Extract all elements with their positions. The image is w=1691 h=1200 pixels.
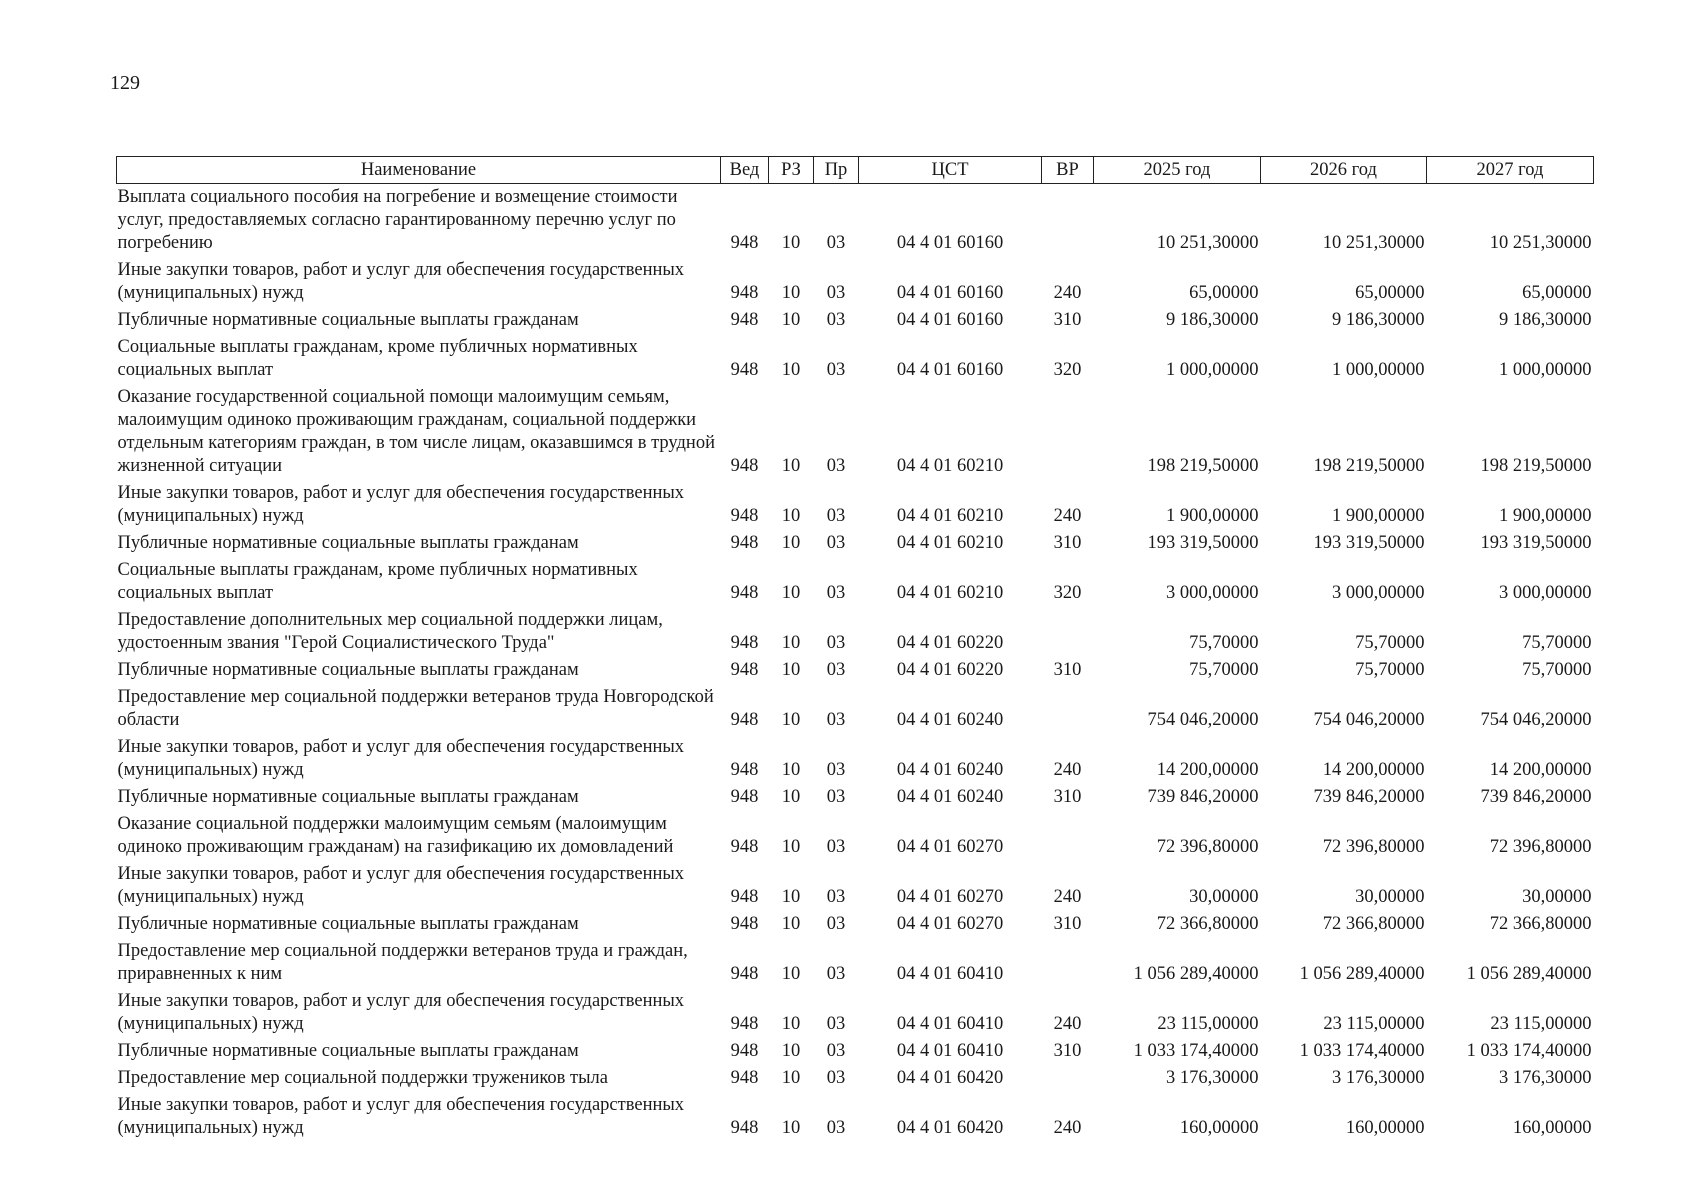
row-ved-cell: 948 bbox=[730, 456, 759, 476]
table-row bbox=[117, 684, 1594, 734]
header-name: Наименование bbox=[117, 157, 721, 184]
table-row bbox=[117, 911, 1594, 938]
budget-table bbox=[116, 156, 1594, 1142]
row-ved-cell: 948 bbox=[730, 837, 759, 857]
table-row bbox=[117, 557, 1594, 607]
row-2026-cell: 72 396,80000 bbox=[1322, 837, 1425, 857]
row-rz-cell: 10 bbox=[781, 583, 801, 603]
row-2027-cell: 754 046,20000 bbox=[1480, 710, 1592, 730]
header-pr: Пр bbox=[814, 157, 859, 184]
row-2025-cell: 72 396,80000 bbox=[1156, 837, 1259, 857]
row-cst-cell: 04 4 01 60210 bbox=[896, 533, 1004, 553]
row-ved-cell: 948 bbox=[730, 1118, 759, 1138]
row-ved-cell: 948 bbox=[730, 914, 759, 934]
row-rz-cell: 10 bbox=[781, 914, 801, 934]
row-2025-cell: 3 000,00000 bbox=[1166, 583, 1259, 603]
row-2025-cell: 75,70000 bbox=[1189, 633, 1259, 653]
row-cst-cell: 04 4 01 60270 bbox=[896, 837, 1004, 857]
row-ved-cell: 948 bbox=[730, 360, 759, 380]
row-2026-cell: 75,70000 bbox=[1355, 660, 1425, 680]
table-row bbox=[117, 307, 1594, 334]
row-vr-cell: 240 bbox=[1053, 887, 1082, 907]
header-rz: РЗ bbox=[769, 157, 814, 184]
row-pr-cell: 03 bbox=[826, 710, 846, 730]
row-ved-cell: 948 bbox=[730, 310, 759, 330]
row-rz-cell: 10 bbox=[781, 283, 801, 303]
row-pr-cell: 03 bbox=[826, 233, 846, 253]
row-2027-cell: 3 000,00000 bbox=[1499, 583, 1592, 603]
row-2026-cell: 1 056 289,40000 bbox=[1299, 964, 1425, 984]
row-name-cell: Иные закупки товаров, работ и услуг для обеспечения государственных (муниципальных) нужд bbox=[117, 991, 685, 1034]
row-name-cell: Публичные нормативные социальные выплаты гражданам bbox=[117, 660, 579, 680]
row-pr-cell: 03 bbox=[826, 760, 846, 780]
row-name-cell: Публичные нормативные социальные выплаты гражданам bbox=[117, 1041, 579, 1061]
row-name-cell: Иные закупки товаров, работ и услуг для обеспечения государственных (муниципальных) нужд bbox=[117, 1095, 685, 1138]
row-ved-cell: 948 bbox=[730, 710, 759, 730]
table-row bbox=[117, 861, 1594, 911]
table-body bbox=[117, 184, 1594, 1143]
row-vr-cell: 310 bbox=[1053, 914, 1082, 934]
row-2025-cell: 754 046,20000 bbox=[1147, 710, 1259, 730]
row-2025-cell: 14 200,00000 bbox=[1156, 760, 1259, 780]
row-2026-cell: 14 200,00000 bbox=[1322, 760, 1425, 780]
row-2026-cell: 3 176,30000 bbox=[1332, 1068, 1425, 1088]
row-2026-cell: 160,00000 bbox=[1345, 1118, 1425, 1138]
row-ved-cell: 948 bbox=[730, 964, 759, 984]
row-rz-cell: 10 bbox=[781, 633, 801, 653]
row-2027-cell: 65,00000 bbox=[1522, 283, 1592, 303]
row-rz-cell: 10 bbox=[781, 787, 801, 807]
row-cst-cell: 04 4 01 60160 bbox=[896, 360, 1004, 380]
row-2027-cell: 1 056 289,40000 bbox=[1466, 964, 1592, 984]
row-2026-cell: 1 033 174,40000 bbox=[1299, 1041, 1425, 1061]
row-rz-cell: 10 bbox=[781, 360, 801, 380]
row-2026-cell: 9 186,30000 bbox=[1332, 310, 1425, 330]
row-rz-cell: 10 bbox=[781, 1118, 801, 1138]
row-pr-cell: 03 bbox=[826, 837, 846, 857]
row-cst-cell: 04 4 01 60410 bbox=[896, 1014, 1004, 1034]
row-pr-cell: 03 bbox=[826, 583, 846, 603]
row-vr-cell: 320 bbox=[1053, 583, 1082, 603]
row-ved-cell: 948 bbox=[730, 533, 759, 553]
row-rz-cell: 10 bbox=[781, 964, 801, 984]
row-rz-cell: 10 bbox=[781, 310, 801, 330]
row-cst-cell: 04 4 01 60270 bbox=[896, 887, 1004, 907]
row-name-cell: Публичные нормативные социальные выплаты гражданам bbox=[117, 787, 579, 807]
row-pr-cell: 03 bbox=[826, 633, 846, 653]
row-2027-cell: 1 000,00000 bbox=[1499, 360, 1592, 380]
row-cst-cell: 04 4 01 60210 bbox=[896, 506, 1004, 526]
row-ved-cell: 948 bbox=[730, 660, 759, 680]
row-pr-cell: 03 bbox=[826, 506, 846, 526]
row-vr-cell: 240 bbox=[1053, 1014, 1082, 1034]
row-2027-cell: 23 115,00000 bbox=[1490, 1014, 1592, 1034]
row-2027-cell: 30,00000 bbox=[1522, 887, 1592, 907]
row-cst-cell: 04 4 01 60160 bbox=[896, 310, 1004, 330]
row-vr-cell bbox=[1042, 938, 1094, 988]
row-2027-cell: 10 251,30000 bbox=[1489, 233, 1592, 253]
row-pr-cell: 03 bbox=[826, 914, 846, 934]
row-2026-cell: 10 251,30000 bbox=[1322, 233, 1425, 253]
row-name-cell: Оказание государственной социальной помощи малоимущим семьям, малоимущим одиноко проживающим гражданам, социальной поддержки отдельным категориям граждан, в том числе лицам, оказавшимся в трудной жизненной ситуации bbox=[117, 387, 715, 476]
row-2026-cell: 72 366,80000 bbox=[1322, 914, 1425, 934]
row-name-cell: Социальные выплаты гражданам, кроме публичных нормативных социальных выплат bbox=[117, 337, 638, 380]
row-cst-cell: 04 4 01 60270 bbox=[896, 914, 1004, 934]
row-ved-cell: 948 bbox=[730, 633, 759, 653]
row-2027-cell: 1 033 174,40000 bbox=[1466, 1041, 1592, 1061]
row-name-cell: Публичные нормативные социальные выплаты гражданам bbox=[117, 533, 579, 553]
row-vr-cell bbox=[1042, 811, 1094, 861]
row-2027-cell: 1 900,00000 bbox=[1499, 506, 1592, 526]
row-cst-cell: 04 4 01 60160 bbox=[896, 283, 1004, 303]
row-2025-cell: 1 056 289,40000 bbox=[1133, 964, 1259, 984]
row-2027-cell: 72 396,80000 bbox=[1489, 837, 1592, 857]
row-2027-cell: 9 186,30000 bbox=[1499, 310, 1592, 330]
row-pr-cell: 03 bbox=[826, 310, 846, 330]
row-cst-cell: 04 4 01 60220 bbox=[896, 660, 1004, 680]
row-name-cell: Оказание социальной поддержки малоимущим семьям (малоимущим одиноко проживающим гражданам) на газификацию их домовладений bbox=[117, 814, 674, 857]
row-cst-cell: 04 4 01 60220 bbox=[896, 633, 1004, 653]
table-row bbox=[117, 734, 1594, 784]
row-2027-cell: 198 219,50000 bbox=[1480, 456, 1592, 476]
row-pr-cell: 03 bbox=[826, 787, 846, 807]
table-row bbox=[117, 784, 1594, 811]
row-ved-cell: 948 bbox=[730, 583, 759, 603]
row-2025-cell: 10 251,30000 bbox=[1156, 233, 1259, 253]
row-2027-cell: 739 846,20000 bbox=[1480, 787, 1592, 807]
table-row bbox=[117, 384, 1594, 480]
row-2026-cell: 739 846,20000 bbox=[1313, 787, 1425, 807]
row-vr-cell: 240 bbox=[1053, 283, 1082, 303]
row-vr-cell bbox=[1042, 684, 1094, 734]
row-2026-cell: 3 000,00000 bbox=[1332, 583, 1425, 603]
row-ved-cell: 948 bbox=[730, 1014, 759, 1034]
row-2027-cell: 75,70000 bbox=[1522, 633, 1592, 653]
row-name-cell: Предоставление мер социальной поддержки ветеранов труда Новгородской области bbox=[117, 687, 714, 730]
row-pr-cell: 03 bbox=[826, 660, 846, 680]
row-2027-cell: 14 200,00000 bbox=[1489, 760, 1592, 780]
header-vr: ВР bbox=[1042, 157, 1094, 184]
row-vr-cell: 240 bbox=[1053, 506, 1082, 526]
row-name-cell: Публичные нормативные социальные выплаты гражданам bbox=[117, 310, 579, 330]
table-row bbox=[117, 257, 1594, 307]
row-2027-cell: 75,70000 bbox=[1522, 660, 1592, 680]
row-vr-cell: 310 bbox=[1053, 787, 1082, 807]
header-cst: ЦСТ bbox=[859, 157, 1042, 184]
row-2025-cell: 65,00000 bbox=[1189, 283, 1259, 303]
row-2025-cell: 9 186,30000 bbox=[1166, 310, 1259, 330]
row-rz-cell: 10 bbox=[781, 233, 801, 253]
table-row bbox=[117, 938, 1594, 988]
table-row bbox=[117, 811, 1594, 861]
row-pr-cell: 03 bbox=[826, 456, 846, 476]
row-cst-cell: 04 4 01 60420 bbox=[896, 1118, 1004, 1138]
row-name-cell: Иные закупки товаров, работ и услуг для обеспечения государственных (муниципальных) нужд bbox=[117, 864, 685, 907]
row-2027-cell: 160,00000 bbox=[1512, 1118, 1592, 1138]
row-2026-cell: 198 219,50000 bbox=[1313, 456, 1425, 476]
row-pr-cell: 03 bbox=[826, 1118, 846, 1138]
row-rz-cell: 10 bbox=[781, 710, 801, 730]
row-rz-cell: 10 bbox=[781, 506, 801, 526]
header-ved: Вед bbox=[721, 157, 769, 184]
row-2026-cell: 1 000,00000 bbox=[1332, 360, 1425, 380]
row-2027-cell: 3 176,30000 bbox=[1499, 1068, 1592, 1088]
row-pr-cell: 03 bbox=[826, 887, 846, 907]
row-cst-cell: 04 4 01 60240 bbox=[896, 710, 1004, 730]
row-cst-cell: 04 4 01 60160 bbox=[896, 233, 1004, 253]
row-2026-cell: 193 319,50000 bbox=[1313, 533, 1425, 553]
row-rz-cell: 10 bbox=[781, 887, 801, 907]
row-rz-cell: 10 bbox=[781, 1068, 801, 1088]
row-pr-cell: 03 bbox=[826, 1014, 846, 1034]
table-row bbox=[117, 334, 1594, 384]
row-vr-cell bbox=[1042, 384, 1094, 480]
row-2026-cell: 30,00000 bbox=[1355, 887, 1425, 907]
row-rz-cell: 10 bbox=[781, 533, 801, 553]
row-ved-cell: 948 bbox=[730, 506, 759, 526]
table-row bbox=[117, 1065, 1594, 1092]
row-ved-cell: 948 bbox=[730, 1068, 759, 1088]
row-name-cell: Предоставление дополнительных мер социальной поддержки лицам, удостоенным звания "Герой Социалистического Труда" bbox=[117, 610, 663, 653]
row-ved-cell: 948 bbox=[730, 1041, 759, 1061]
row-2026-cell: 23 115,00000 bbox=[1323, 1014, 1425, 1034]
row-2025-cell: 1 900,00000 bbox=[1166, 506, 1259, 526]
row-ved-cell: 948 bbox=[730, 233, 759, 253]
row-2025-cell: 3 176,30000 bbox=[1166, 1068, 1259, 1088]
row-cst-cell: 04 4 01 60410 bbox=[896, 1041, 1004, 1061]
row-2026-cell: 75,70000 bbox=[1355, 633, 1425, 653]
row-cst-cell: 04 4 01 60420 bbox=[896, 1068, 1004, 1088]
row-2025-cell: 1 000,00000 bbox=[1166, 360, 1259, 380]
row-name-cell: Предоставление мер социальной поддержки тружеников тыла bbox=[117, 1068, 608, 1088]
row-rz-cell: 10 bbox=[781, 660, 801, 680]
row-rz-cell: 10 bbox=[781, 1041, 801, 1061]
row-2027-cell: 193 319,50000 bbox=[1480, 533, 1592, 553]
row-2025-cell: 30,00000 bbox=[1189, 887, 1259, 907]
table-row bbox=[117, 1038, 1594, 1065]
row-vr-cell: 240 bbox=[1053, 1118, 1082, 1138]
row-ved-cell: 948 bbox=[730, 283, 759, 303]
row-vr-cell: 310 bbox=[1053, 310, 1082, 330]
page-number: 129 bbox=[110, 72, 140, 94]
row-2025-cell: 193 319,50000 bbox=[1147, 533, 1259, 553]
table-row bbox=[117, 1092, 1594, 1142]
row-2025-cell: 1 033 174,40000 bbox=[1133, 1041, 1259, 1061]
row-2026-cell: 1 900,00000 bbox=[1332, 506, 1425, 526]
row-ved-cell: 948 bbox=[730, 887, 759, 907]
header-2026: 2026 год bbox=[1261, 157, 1427, 184]
row-2025-cell: 739 846,20000 bbox=[1147, 787, 1259, 807]
header-2025: 2025 год bbox=[1094, 157, 1261, 184]
row-pr-cell: 03 bbox=[826, 533, 846, 553]
table-row bbox=[117, 530, 1594, 557]
row-cst-cell: 04 4 01 60240 bbox=[896, 760, 1004, 780]
row-name-cell: Выплата социального пособия на погребение и возмещение стоимости услуг, предоставляемых согласно гарантированному перечню услуг по погребению bbox=[117, 187, 678, 253]
row-pr-cell: 03 bbox=[826, 360, 846, 380]
row-vr-cell bbox=[1042, 607, 1094, 657]
row-vr-cell: 320 bbox=[1053, 360, 1082, 380]
row-name-cell: Иные закупки товаров, работ и услуг для обеспечения государственных (муниципальных) нужд bbox=[117, 483, 685, 526]
row-pr-cell: 03 bbox=[826, 283, 846, 303]
row-vr-cell: 240 bbox=[1053, 760, 1082, 780]
row-pr-cell: 03 bbox=[826, 964, 846, 984]
row-cst-cell: 04 4 01 60210 bbox=[896, 583, 1004, 603]
row-name-cell: Иные закупки товаров, работ и услуг для обеспечения государственных (муниципальных) нужд bbox=[117, 260, 685, 303]
table-header-row bbox=[117, 157, 1594, 184]
row-2025-cell: 23 115,00000 bbox=[1157, 1014, 1259, 1034]
table-row bbox=[117, 480, 1594, 530]
row-name-cell: Предоставление мер социальной поддержки ветеранов труда и граждан, приравненных к ним bbox=[117, 941, 688, 984]
row-ved-cell: 948 bbox=[730, 787, 759, 807]
row-name-cell: Социальные выплаты гражданам, кроме публичных нормативных социальных выплат bbox=[117, 560, 638, 603]
row-name-cell: Иные закупки товаров, работ и услуг для обеспечения государственных (муниципальных) нужд bbox=[117, 737, 685, 780]
row-rz-cell: 10 bbox=[781, 760, 801, 780]
table-row bbox=[117, 988, 1594, 1038]
row-2025-cell: 198 219,50000 bbox=[1147, 456, 1259, 476]
table-row bbox=[117, 607, 1594, 657]
row-vr-cell: 310 bbox=[1053, 1041, 1082, 1061]
row-2025-cell: 75,70000 bbox=[1189, 660, 1259, 680]
row-2025-cell: 160,00000 bbox=[1179, 1118, 1259, 1138]
row-pr-cell: 03 bbox=[826, 1041, 846, 1061]
table-row bbox=[117, 184, 1594, 258]
row-rz-cell: 10 bbox=[781, 456, 801, 476]
row-name-cell: Публичные нормативные социальные выплаты гражданам bbox=[117, 914, 579, 934]
row-cst-cell: 04 4 01 60210 bbox=[896, 456, 1004, 476]
row-pr-cell: 03 bbox=[826, 1068, 846, 1088]
row-vr-cell bbox=[1042, 1065, 1094, 1092]
row-2026-cell: 754 046,20000 bbox=[1313, 710, 1425, 730]
row-cst-cell: 04 4 01 60410 bbox=[896, 964, 1004, 984]
row-2026-cell: 65,00000 bbox=[1355, 283, 1425, 303]
row-2027-cell: 72 366,80000 bbox=[1489, 914, 1592, 934]
row-vr-cell: 310 bbox=[1053, 533, 1082, 553]
row-vr-cell: 310 bbox=[1053, 660, 1082, 680]
table-row bbox=[117, 657, 1594, 684]
row-cst-cell: 04 4 01 60240 bbox=[896, 787, 1004, 807]
header-2027: 2027 год bbox=[1427, 157, 1594, 184]
row-vr-cell bbox=[1042, 184, 1094, 258]
row-ved-cell: 948 bbox=[730, 760, 759, 780]
row-2025-cell: 72 366,80000 bbox=[1156, 914, 1259, 934]
row-rz-cell: 10 bbox=[781, 1014, 801, 1034]
row-rz-cell: 10 bbox=[781, 837, 801, 857]
